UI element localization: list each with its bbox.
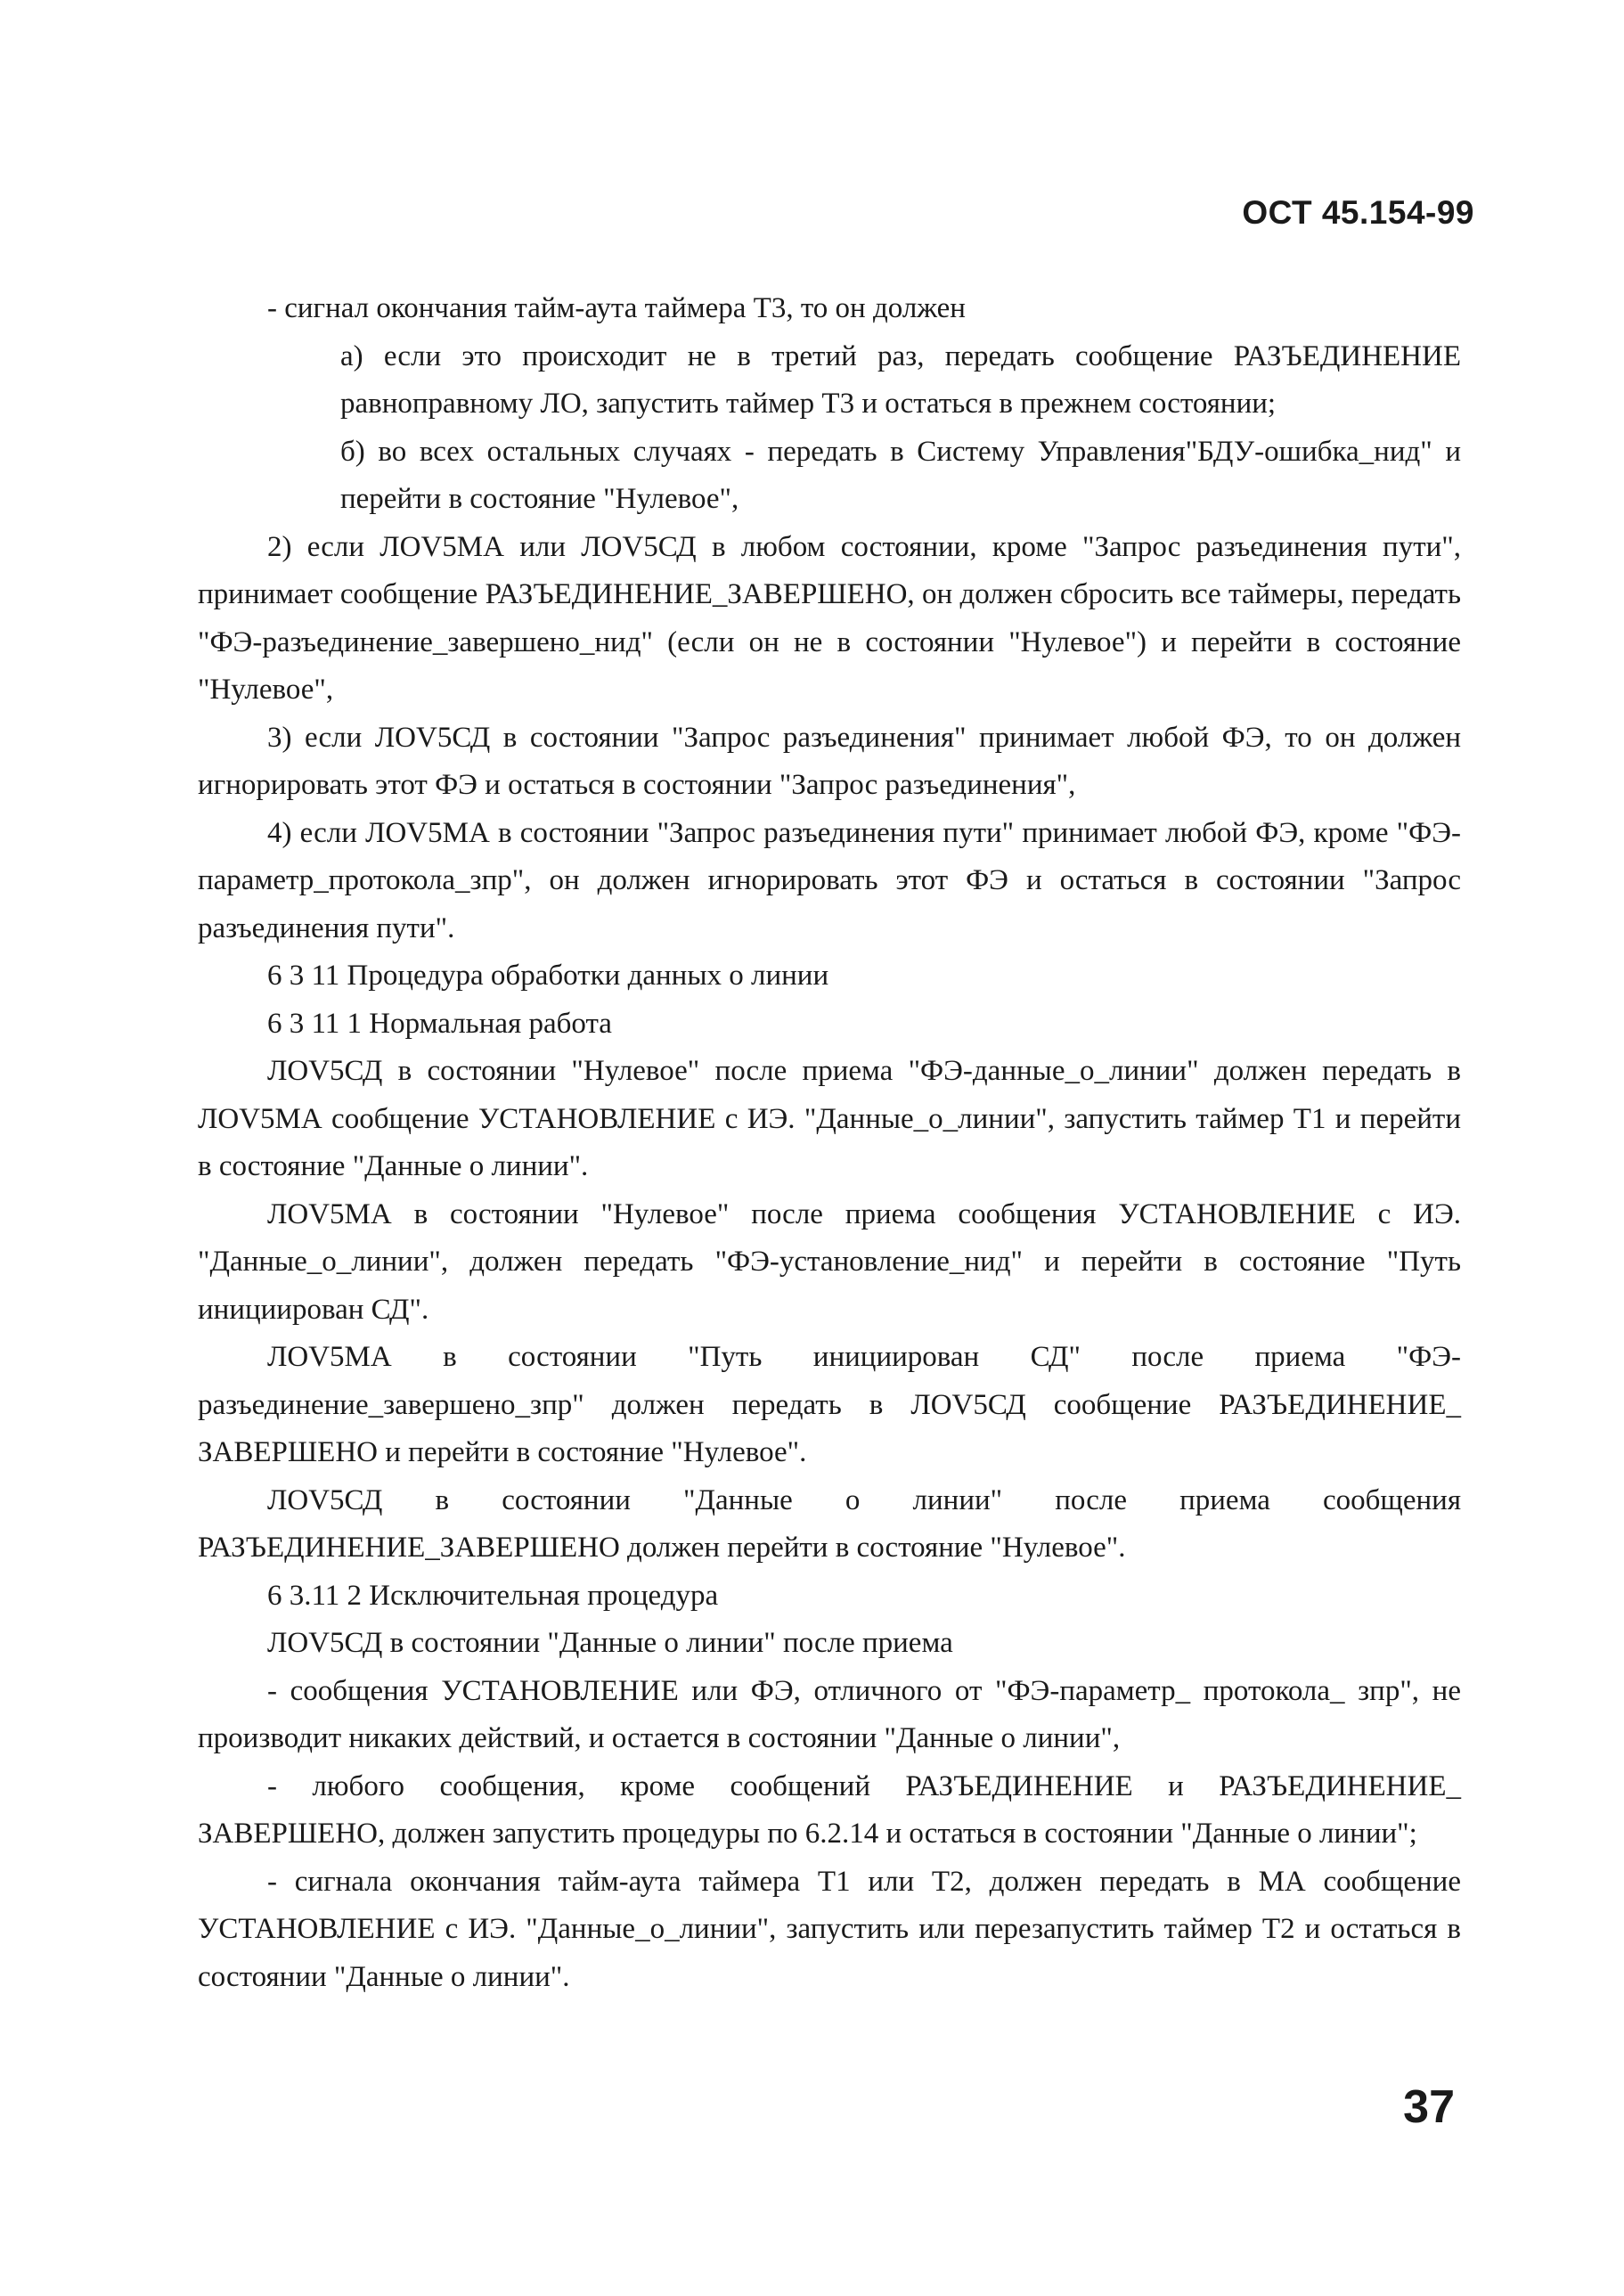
page-number: 37 bbox=[1403, 2081, 1455, 2133]
paragraph: 3) если ЛОV5СД в состоянии "Запрос разъединения" принимает любой ФЭ, то он должен игнорировать этот ФЭ и остаться в состоянии "Запрос разъединения", bbox=[198, 721, 1461, 801]
paragraph: - сигнал окончания тайм-аута таймера Т3, то он должен bbox=[267, 292, 966, 324]
paragraph: - любого сообщения, кроме сообщений РАЗЪЕДИНЕНИЕ и РАЗЪЕДИНЕНИЕ_ ЗАВЕРШЕНО, должен запустить процедуры по 6.2.14 и остаться в состоянии "Данные о линии"; bbox=[198, 1769, 1461, 1850]
paragraph: - сообщения УСТАНОВЛЕНИЕ или ФЭ, отличного от "ФЭ-параметр_ протокола_ зпр", не производит никаких действий, и остается в состоянии "Данные о линии", bbox=[198, 1674, 1461, 1754]
paragraph: - сигнала окончания тайм-аута таймера Т1 или Т2, должен передать в МА сообщение УСТАНОВЛЕНИЕ с ИЭ. "Данные_о_линии", запустить или перезапустить таймер Т2 и остаться в состоянии "Данные о линии". bbox=[198, 1865, 1461, 1993]
section-heading: 6 3 11 Процедура обработки данных о линии bbox=[267, 960, 829, 992]
section-heading: 6 3.11 2 Исключительная процедура bbox=[267, 1579, 719, 1612]
paragraph: б) во всех остальных случаях - передать в Систему Управления"БДУ-ошибка_нид" и перейти в состояние "Нулевое", bbox=[340, 435, 1461, 515]
paragraph: 2) если ЛОV5МА или ЛОV5СД в любом состоянии, кроме "Запрос разъединения пути", принимает сообщение РАЗЪЕДИНЕНИЕ_ЗАВЕРШЕНО, он должен сбросить все таймеры, передать "ФЭ-разъединение_завершено_нид" (если он не в состоянии "Нулевое") и перейти в состояние "Нулевое", bbox=[198, 530, 1461, 706]
paragraph: ЛОV5МА в состоянии "Нулевое" после приема сообщения УСТАНОВЛЕНИЕ с ИЭ. "Данные_о_линии", должен передать "ФЭ-установление_нид" и перейти в состояние "Путь инициирован СД". bbox=[198, 1197, 1461, 1326]
paragraph: ЛОV5СД в состоянии "Данные о линии" после приема bbox=[267, 1627, 953, 1659]
section-heading: 6 3 11 1 Нормальная работа bbox=[267, 1007, 612, 1040]
document-body bbox=[198, 285, 1461, 2001]
paragraph: ЛОV5СД в состоянии "Данные о линии" после приема сообщения РАЗЪЕДИНЕНИЕ_ЗАВЕРШЕНО должен перейти в состояние "Нулевое". bbox=[198, 1483, 1461, 1564]
document-code: ОСТ 45.154-99 bbox=[1242, 194, 1474, 231]
paragraph: ЛОV5СД в состоянии "Нулевое" после приема "ФЭ-данные_о_линии" должен передать в ЛОV5МА сообщение УСТАНОВЛЕНИЕ с ИЭ. "Данные_о_линии", запустить таймер Т1 и перейти в состояние "Данные о линии". bbox=[198, 1055, 1461, 1182]
paragraph: а) если это происходит не в третий раз, передать сообщение РАЗЪЕДИНЕНИЕ равноправному ЛО, запустить таймер Т3 и остаться в прежнем состоянии; bbox=[340, 339, 1461, 420]
paragraph: ЛОV5МА в состоянии "Путь инициирован СД" после приема "ФЭ-разъединение_завершено_зпр" должен передать в ЛОV5СД сообщение РАЗЪЕДИНЕНИЕ_ ЗАВЕРШЕНО и перейти в состояние "Нулевое". bbox=[198, 1341, 1461, 1468]
paragraph: 4) если ЛОV5МА в состоянии "Запрос разъединения пути" принимает любой ФЭ, кроме "ФЭ-параметр_протокола_зпр", он должен игнорировать этот ФЭ и остаться в состоянии "Запрос разъединения пути". bbox=[198, 816, 1461, 944]
